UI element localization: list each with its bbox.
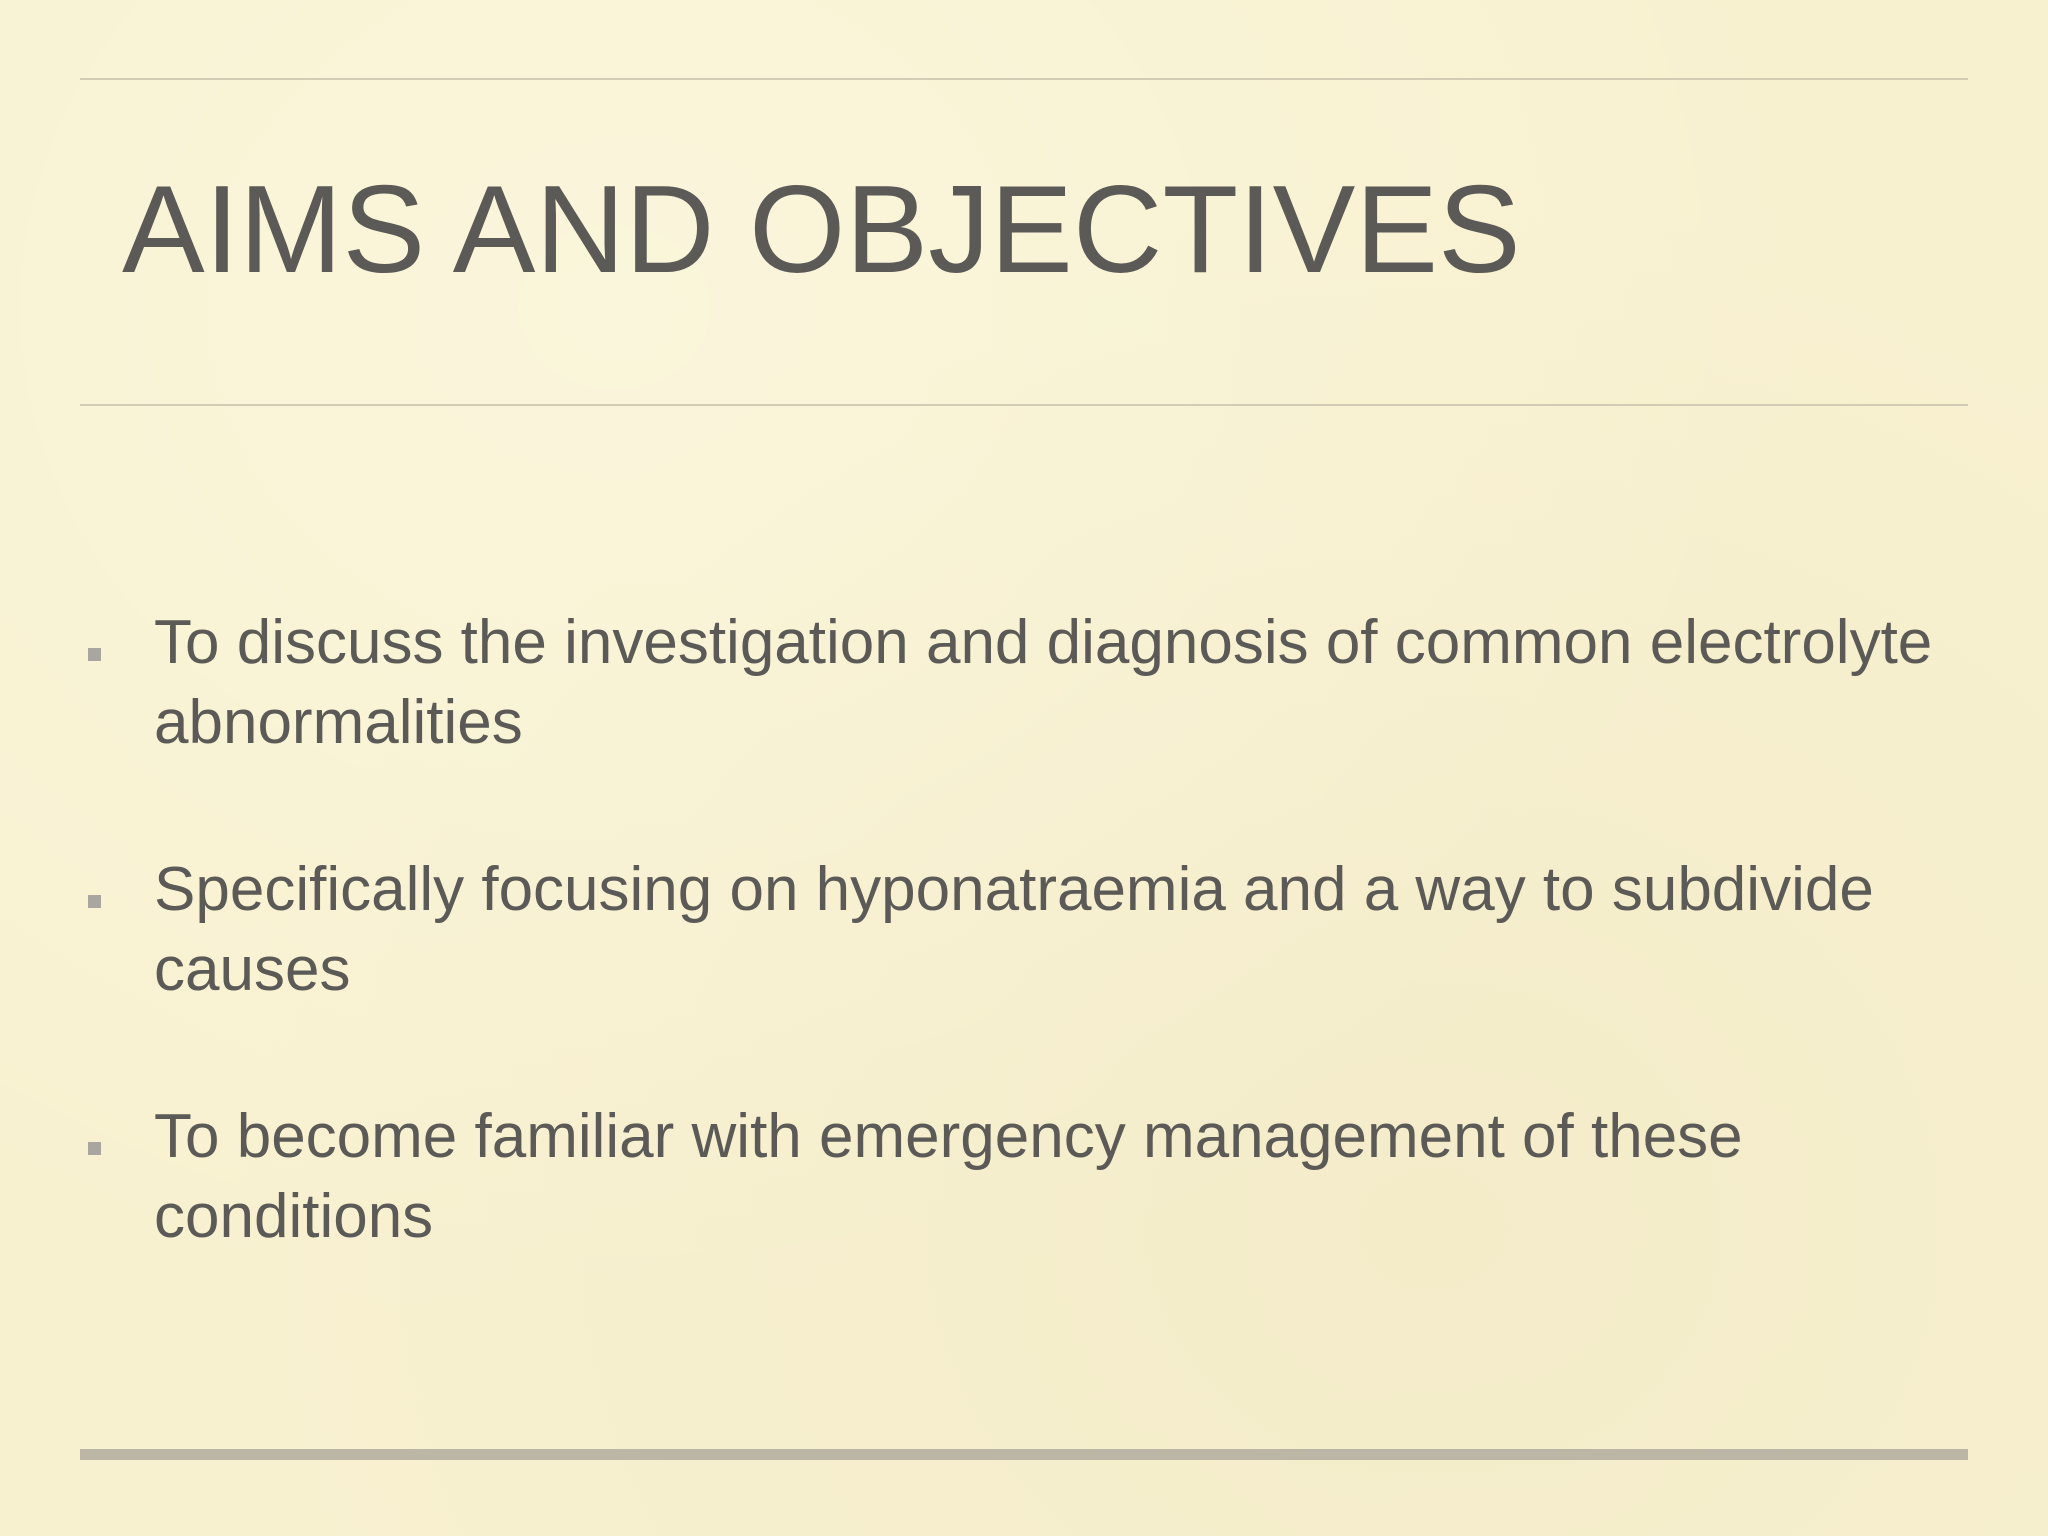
bottom-divider (80, 1449, 1968, 1460)
bullet-list (80, 603, 1960, 1344)
bullet-item (80, 850, 1960, 1010)
bullet-item (80, 1097, 1960, 1257)
bullet-text: To discuss the investigation and diagnosis of common electrolyte abnormalities (154, 608, 1933, 757)
bullet-item (80, 603, 1960, 763)
title-divider (80, 404, 1968, 406)
slide-title: AIMS AND OBJECTIVES (122, 161, 1521, 299)
square-bullet-icon (88, 895, 101, 908)
top-divider (80, 78, 1968, 80)
bullet-text: To become familiar with emergency management of these conditions (154, 1102, 1743, 1251)
bullet-text: Specifically focusing on hyponatraemia and a way to subdivide causes (154, 855, 1874, 1004)
square-bullet-icon (88, 648, 101, 661)
square-bullet-icon (88, 1142, 101, 1155)
